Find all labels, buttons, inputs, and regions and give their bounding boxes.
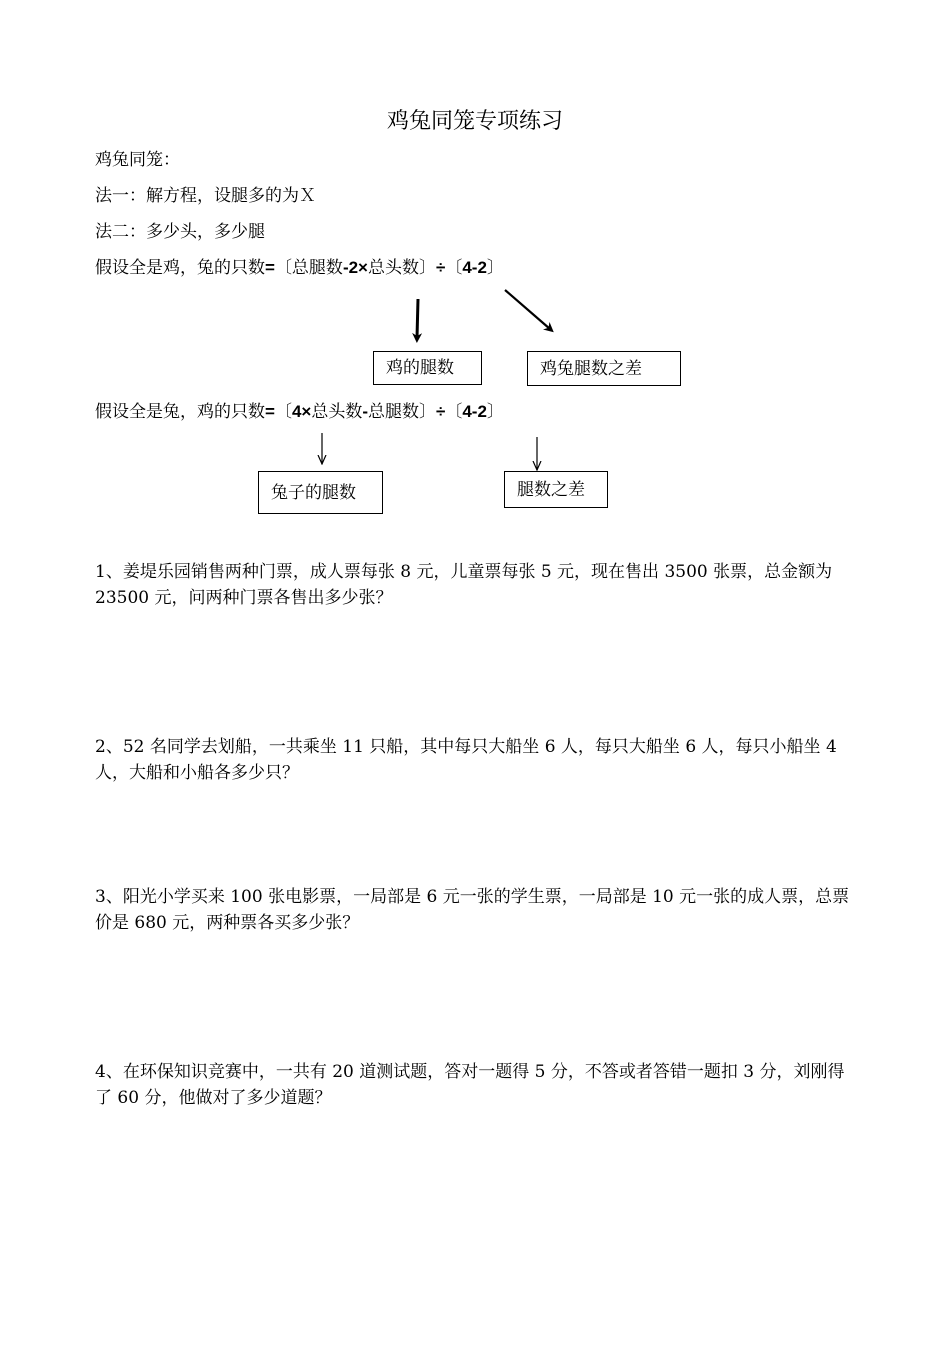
- question-4: 4、在环保知识竞赛中，一共有 20 道测试题，答对一题得 5 分，不答或者答错一题扣 3 分，刘刚得了 60 分，他做对了多少道题？: [95, 1062, 845, 1108]
- box-leg-difference-2: 腿数之差: [504, 471, 608, 508]
- formula-part: 〔总腿数: [274, 258, 343, 278]
- page-title: 鸡兔同笼专项练习: [386, 109, 563, 134]
- formula-prefix: 假设全是兔，鸡的只数: [95, 402, 265, 422]
- formula-value: 4-2: [462, 258, 487, 277]
- formula-part: 总腿数〕: [368, 402, 436, 422]
- formula-part: 总头数〕: [367, 258, 436, 278]
- formula-equals: =: [265, 402, 275, 421]
- box-chicken-legs: 鸡的腿数: [373, 351, 482, 385]
- question-2: 2、52 名同学去划船，一共乘坐 11 只船，其中每只大船坐 6 人，每只大船坐 6 人，每只小船坐 4 人，大船和小船各多少只？: [95, 737, 837, 783]
- formula-part: 〔: [445, 402, 463, 422]
- formula-operator: -: [362, 402, 368, 421]
- formula-part: 〕: [486, 402, 504, 422]
- formula-value: 4-2: [462, 402, 487, 421]
- formula-assume-chicken: [95, 256, 504, 280]
- formula-equals: =: [265, 258, 275, 277]
- intro-heading: 鸡兔同笼：: [95, 150, 180, 170]
- formula-assume-rabbit: [95, 400, 504, 424]
- arrow-down-to-chicken-legs: [417, 299, 418, 338]
- formula-part: 〔: [274, 402, 292, 422]
- formula-prefix: 假设全是鸡，兔的只数: [95, 258, 265, 278]
- method-one: 法一：解方程，设腿多的为Ｘ: [95, 186, 316, 206]
- method-two: 法二：多少头，多少腿: [95, 222, 265, 242]
- arrow-diagonal-to-leg-difference: [505, 290, 550, 329]
- formula-part: 〔: [445, 258, 463, 278]
- question-3: 3、阳光小学买来 100 张电影票，一局部是 6 元一张的学生票，一局部是 10 元一张的成人票，总票价是 680 元，两种票各买多少张？: [95, 887, 850, 933]
- formula-part: 总头数: [311, 402, 363, 422]
- formula-operator: 4×: [291, 402, 312, 421]
- question-1: 1、姜堤乐园销售两种门票，成人票每张 8 元，儿童票每张 5 元，现在售出 3500 张票，总金额为 23500 元，问两种门票各售出多少张？: [95, 562, 833, 608]
- box-leg-difference: 鸡兔腿数之差: [527, 351, 681, 386]
- formula-divide: ÷: [436, 402, 446, 421]
- box-rabbit-legs: 兔子的腿数: [258, 471, 383, 514]
- formula-divide: ÷: [435, 258, 446, 277]
- formula-part: 〕: [486, 258, 504, 278]
- formula-operator: -2×: [342, 258, 368, 277]
